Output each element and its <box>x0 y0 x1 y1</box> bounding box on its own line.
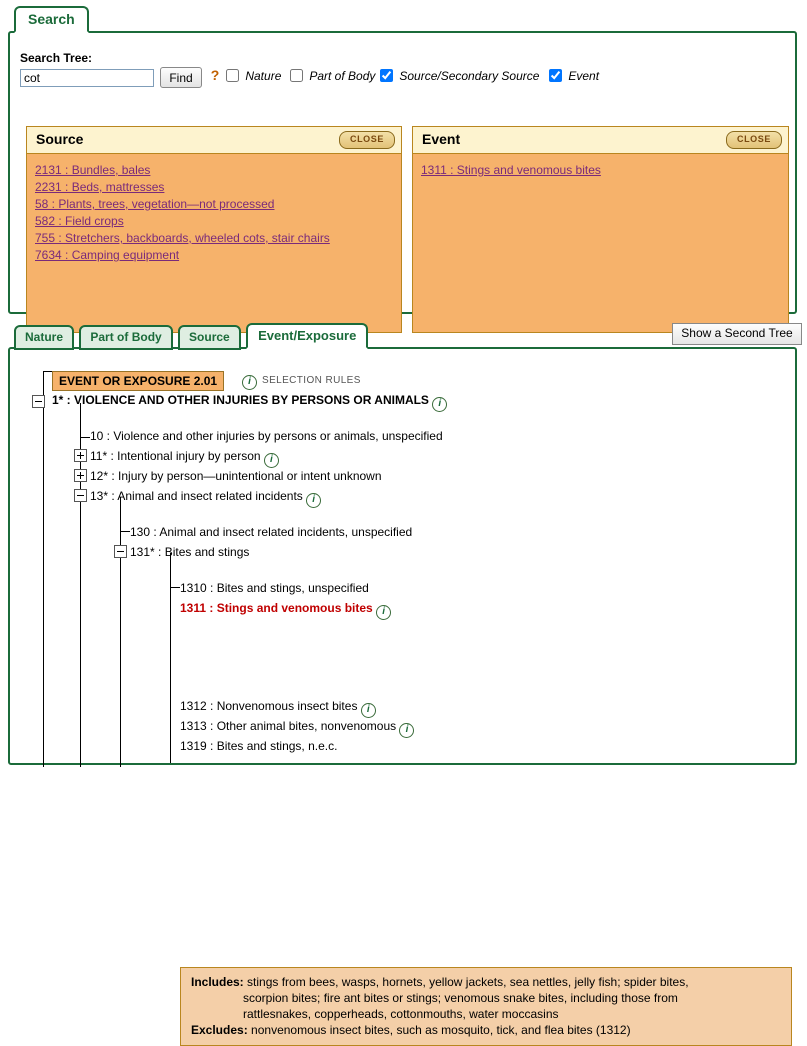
source-result-link[interactable]: 755 : Stretchers, backboards, wheeled cots, stair chairs <box>35 231 330 245</box>
tree-line <box>120 531 130 532</box>
includes-label: Includes: <box>191 975 244 989</box>
checkbox-source[interactable] <box>380 69 393 82</box>
tree-line <box>170 553 171 763</box>
tab-part-of-body[interactable]: Part of Body <box>79 325 172 350</box>
info-icon[interactable]: i <box>399 723 414 738</box>
expand-toggle-12[interactable] <box>74 469 87 482</box>
tab-nature[interactable]: Nature <box>14 325 74 350</box>
tree-line <box>80 437 90 438</box>
tab-source[interactable]: Source <box>178 325 241 350</box>
checkbox-nature[interactable] <box>226 69 239 82</box>
includes-text: stings from bees, wasps, hornets, yellow jackets, sea nettles, jelly fish; spider bites, <box>247 975 689 989</box>
excludes-line <box>191 1022 783 1038</box>
source-result-link[interactable]: 2131 : Bundles, bales <box>35 163 151 177</box>
tree-node-10[interactable]: 10 : Violence and other injuries by persons or animals, unspecified <box>90 429 443 443</box>
source-result-link[interactable]: 582 : Field crops <box>35 214 124 228</box>
tree-node-1311[interactable]: 1311 : Stings and venomous bites i <box>180 601 391 620</box>
checkbox-part-of-body-label[interactable]: Part of Body <box>309 69 376 83</box>
tree-root-label: EVENT OR EXPOSURE 2.01 <box>52 371 224 391</box>
checkbox-part-of-body[interactable] <box>290 69 303 82</box>
tree-line <box>120 497 121 767</box>
search-tree-label: Search Tree: <box>20 51 93 65</box>
tree-line <box>43 371 44 767</box>
expand-toggle-11[interactable] <box>74 449 87 462</box>
source-results-list <box>27 154 401 264</box>
info-icon[interactable]: i <box>432 397 447 412</box>
event-results-list <box>413 154 788 179</box>
search-panel <box>8 31 797 314</box>
tree-node-12[interactable]: 12* : Injury by person—unintentional or intent unknown <box>90 469 382 483</box>
event-results-title: Event <box>422 131 461 147</box>
tree-node-11[interactable]: 11* : Intentional injury by person i <box>90 449 279 468</box>
tab-event-exposure[interactable]: Event/Exposure <box>246 323 368 349</box>
tree-line <box>170 587 180 588</box>
source-result-link[interactable]: 2231 : Beds, mattresses <box>35 180 165 194</box>
checkbox-source-label[interactable]: Source/Secondary Source <box>399 69 540 83</box>
checkbox-source-group[interactable] <box>380 69 539 83</box>
collapse-toggle-131[interactable] <box>114 545 127 558</box>
info-icon[interactable]: i <box>264 453 279 468</box>
event-results-header <box>413 127 788 154</box>
tree-node-131[interactable]: 131* : Bites and stings <box>130 545 250 559</box>
event-results-box <box>412 126 789 333</box>
event-result-link[interactable]: 1311 : Stings and venomous bites <box>421 163 601 177</box>
includes-text-3: rattlesnakes, copperheads, cottonmouths, water moccasins <box>243 1007 559 1021</box>
source-close-button[interactable]: CLOSE <box>339 131 395 149</box>
info-icon[interactable]: i <box>361 703 376 718</box>
info-icon[interactable]: i <box>376 605 391 620</box>
checkbox-event-label[interactable]: Event <box>568 69 600 83</box>
source-results-box <box>26 126 402 333</box>
checkbox-nature-label[interactable]: Nature <box>245 69 282 83</box>
tree-node-1310[interactable]: 1310 : Bites and stings, unspecified <box>180 581 369 595</box>
source-results-title: Source <box>36 131 84 147</box>
find-button[interactable]: Find <box>160 67 202 88</box>
source-result-link[interactable]: 58 : Plants, trees, vegetation—not processed <box>35 197 275 211</box>
checkbox-nature-group[interactable] <box>226 69 281 83</box>
excludes-label: Excludes: <box>191 1023 248 1037</box>
info-icon[interactable]: i <box>306 493 321 508</box>
tree-node-130[interactable]: 130 : Animal and insect related incidents, unspecified <box>130 525 413 539</box>
tree-node-1312[interactable]: 1312 : Nonvenomous insect bites i <box>180 699 376 718</box>
info-icon[interactable]: i <box>242 375 257 390</box>
includes-text-2: scorpion bites; fire ant bites or stings; venomous snake bites, including those from <box>243 991 678 1005</box>
show-second-tree-button[interactable]: Show a Second Tree <box>672 323 802 345</box>
tree-node-13[interactable]: 13* : Animal and insect related incidents i <box>90 489 321 508</box>
search-input[interactable] <box>20 69 154 87</box>
includes-line <box>191 974 783 990</box>
source-result-link[interactable]: 7634 : Camping equipment <box>35 248 180 262</box>
checkbox-event[interactable] <box>549 69 562 82</box>
collapse-toggle-1[interactable] <box>32 395 45 408</box>
search-tab-row <box>14 6 89 32</box>
tree-node-1313[interactable]: 1313 : Other animal bites, nonvenomous i <box>180 719 414 738</box>
checkbox-event-group[interactable] <box>549 69 599 83</box>
tree-node-1319[interactable]: 1319 : Bites and stings, n.e.c. <box>180 739 338 753</box>
event-close-button[interactable]: CLOSE <box>726 131 782 149</box>
source-results-header <box>27 127 401 154</box>
tab-search[interactable]: Search <box>14 6 89 33</box>
includes-excludes-box <box>180 967 792 1046</box>
collapse-toggle-13[interactable] <box>74 489 87 502</box>
selection-rules-label: SELECTION RULES <box>262 375 361 386</box>
event-exposure-tree <box>8 347 797 1037</box>
tree-node-1[interactable]: 1* : VIOLENCE AND OTHER INJURIES BY PERSONS OR ANIMALS i <box>52 393 447 412</box>
question-icon[interactable]: ? <box>210 67 220 83</box>
tree-tabs <box>14 323 370 347</box>
excludes-text: nonvenomous insect bites, such as mosquito, tick, and flea bites (1312) <box>251 1023 631 1037</box>
checkbox-part-of-body-group[interactable] <box>290 69 375 83</box>
